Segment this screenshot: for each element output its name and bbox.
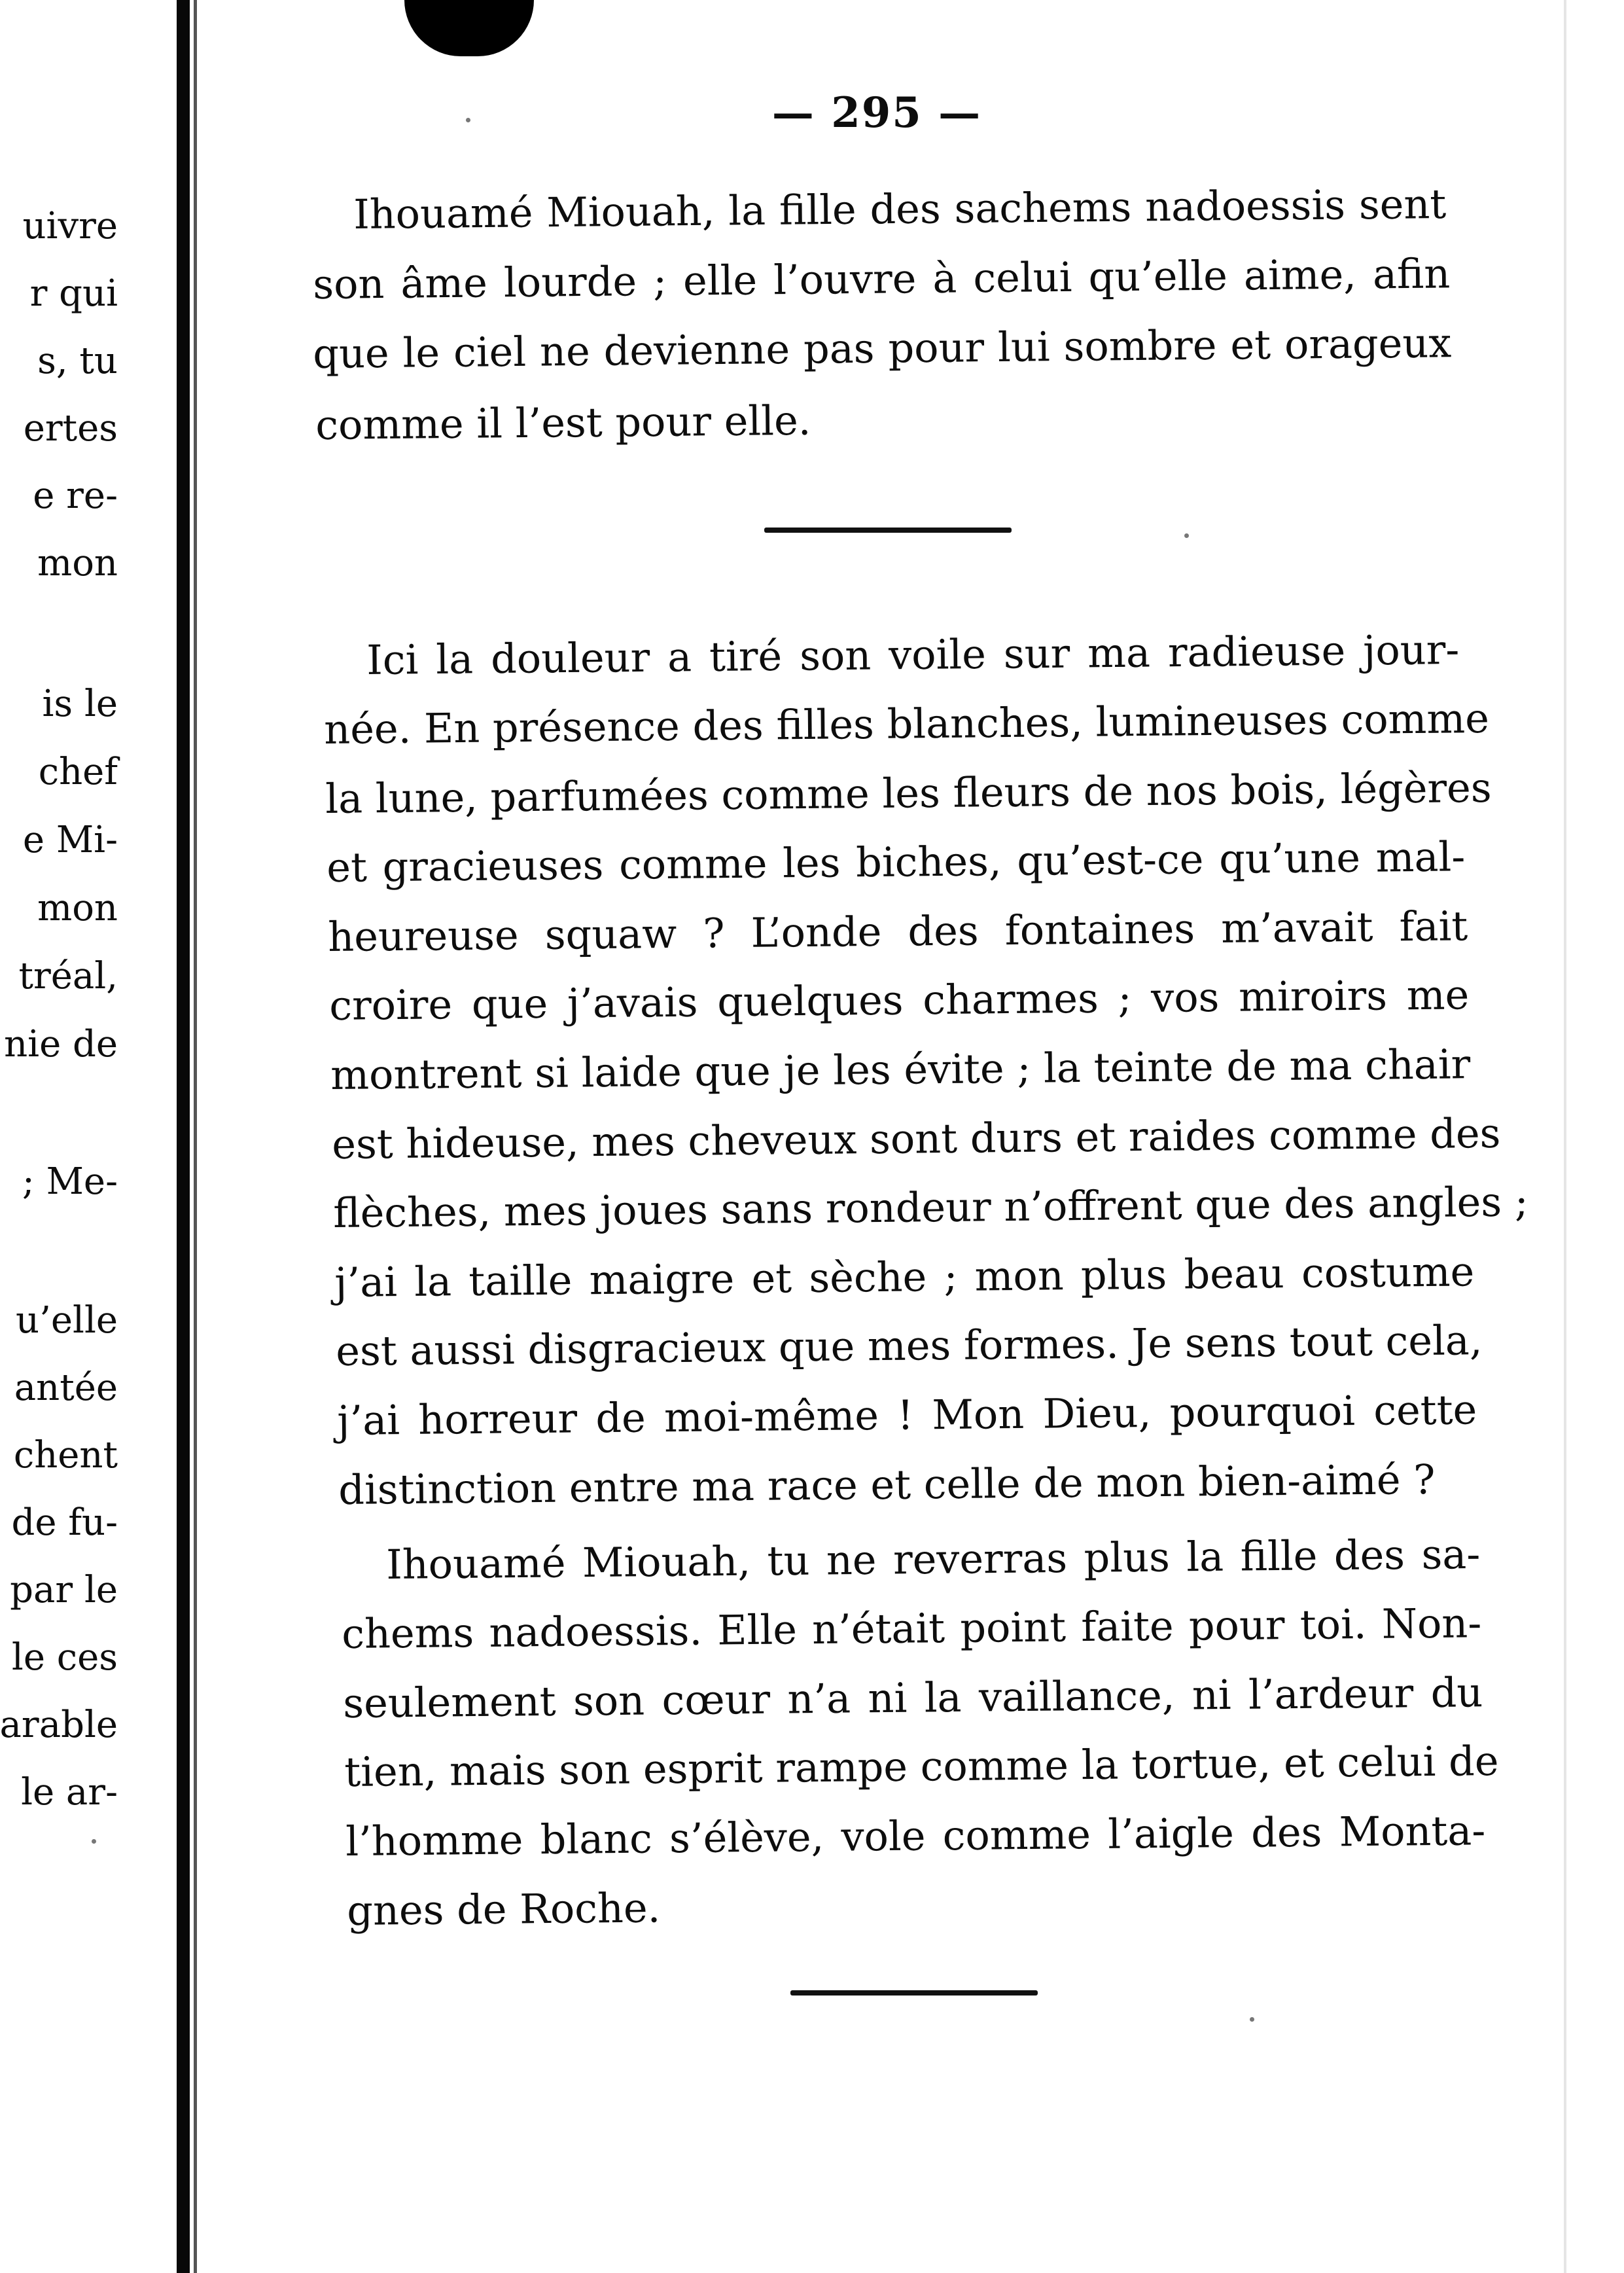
text-line: tien, mais son esprit rampe comme la tortue, et celui de bbox=[344, 1737, 1499, 1796]
facing-line-fragment: ; Me- bbox=[22, 1160, 118, 1203]
paper-speck bbox=[1184, 533, 1189, 538]
text-line: Ihouamé Miouah, tu ne reverras plus la fille des sa- bbox=[385, 1530, 1481, 1588]
facing-line-fragment: e re- bbox=[33, 474, 118, 517]
facing-line-fragment: mon bbox=[37, 887, 118, 929]
paper-speck bbox=[466, 118, 470, 122]
text-line: flèches, mes joues sans rondeur n’offrent que des angles ; bbox=[332, 1177, 1529, 1237]
text-line: croire que j’avais quelques charmes ; vos miroirs me bbox=[328, 971, 1470, 1029]
facing-line-fragment: is le bbox=[42, 683, 118, 725]
facing-line-fragment: antée bbox=[14, 1367, 118, 1409]
text-line: comme il l’est pour elle. bbox=[315, 396, 811, 449]
text-line: chems nadoessis. Elle n’était point faite pour toi. Non- bbox=[341, 1599, 1482, 1658]
text-line: j’ai horreur de moi-même ! Mon Dieu, pourquoi cette bbox=[336, 1386, 1477, 1444]
facing-line-fragment: e Mi- bbox=[22, 819, 118, 861]
facing-line-fragment: tréal, bbox=[18, 955, 118, 997]
facing-line-fragment: chent bbox=[13, 1434, 118, 1477]
text-line: montrent si laide que je les évite ; la teinte de ma chair bbox=[330, 1040, 1471, 1099]
facing-page-fragment bbox=[0, 0, 181, 2273]
text-line: heureuse squaw ? L’onde des fontaines m’avait fait bbox=[327, 902, 1468, 961]
facing-line-fragment: le ces bbox=[11, 1636, 118, 1679]
text-line: Ihouamé Miouah, la fille des sachems nadoessis sent bbox=[353, 179, 1447, 238]
paper-speck bbox=[1250, 2017, 1254, 2022]
text-line: la lune, parfumées comme les fleurs de nos bois, légères bbox=[325, 763, 1492, 823]
section-divider bbox=[790, 1990, 1038, 1996]
facing-line-fragment: de fu- bbox=[11, 1501, 118, 1544]
text-line: née. En présence des filles blanches, lumineuses comme bbox=[323, 694, 1490, 753]
paper-speck bbox=[92, 1839, 96, 1844]
facing-line-fragment: chef bbox=[38, 751, 118, 793]
binding-notch bbox=[404, 0, 534, 56]
facing-line-fragment: u’elle bbox=[16, 1299, 118, 1342]
text-line: gnes de Roche. bbox=[346, 1884, 661, 1935]
facing-line-fragment: r qui bbox=[29, 272, 118, 315]
text-line: son âme lourde ; elle l’ouvre à celui qu’elle aime, afin bbox=[312, 249, 1451, 308]
book-gutter bbox=[177, 0, 190, 2273]
text-line: est hideuse, mes cheveux sont durs et raides comme des bbox=[331, 1109, 1501, 1168]
facing-line-fragment: par le bbox=[10, 1569, 118, 1611]
gutter-shadow bbox=[194, 0, 197, 2273]
page-edge bbox=[1564, 0, 1624, 2273]
text-line: l’homme blanc s’élève, vole comme l’aigle des Monta- bbox=[345, 1806, 1486, 1865]
text-line: et gracieuses comme les biches, qu’est-ce qu’une mal- bbox=[326, 832, 1466, 891]
facing-line-fragment: ertes bbox=[23, 407, 118, 450]
facing-line-fragment: arable bbox=[0, 1704, 118, 1746]
text-line: j’ai la taille maigre et sèche ; mon plus beau costume bbox=[334, 1247, 1475, 1306]
facing-line-fragment: uivre bbox=[22, 205, 118, 247]
text-line: distinction entre ma race et celle de mon bien-aimé ? bbox=[338, 1455, 1436, 1514]
text-line: que le ciel ne devienne pas pour lui sombre et orageux bbox=[312, 319, 1452, 378]
text-line: Ici la douleur a tiré son voile sur ma radieuse jour- bbox=[366, 625, 1460, 684]
section-divider bbox=[764, 528, 1012, 533]
facing-line-fragment: s, tu bbox=[37, 340, 118, 382]
text-line: seulement son cœur n’a ni la vaillance, ni l’ardeur du bbox=[342, 1668, 1483, 1727]
page-number: — 295 — bbox=[771, 88, 982, 137]
text-line: est aussi disgracieux que mes formes. Je sens tout cela, bbox=[335, 1316, 1483, 1375]
facing-line-fragment: nie de bbox=[4, 1023, 118, 1065]
facing-line-fragment: mon bbox=[37, 542, 118, 584]
facing-line-fragment: le ar- bbox=[21, 1771, 118, 1814]
